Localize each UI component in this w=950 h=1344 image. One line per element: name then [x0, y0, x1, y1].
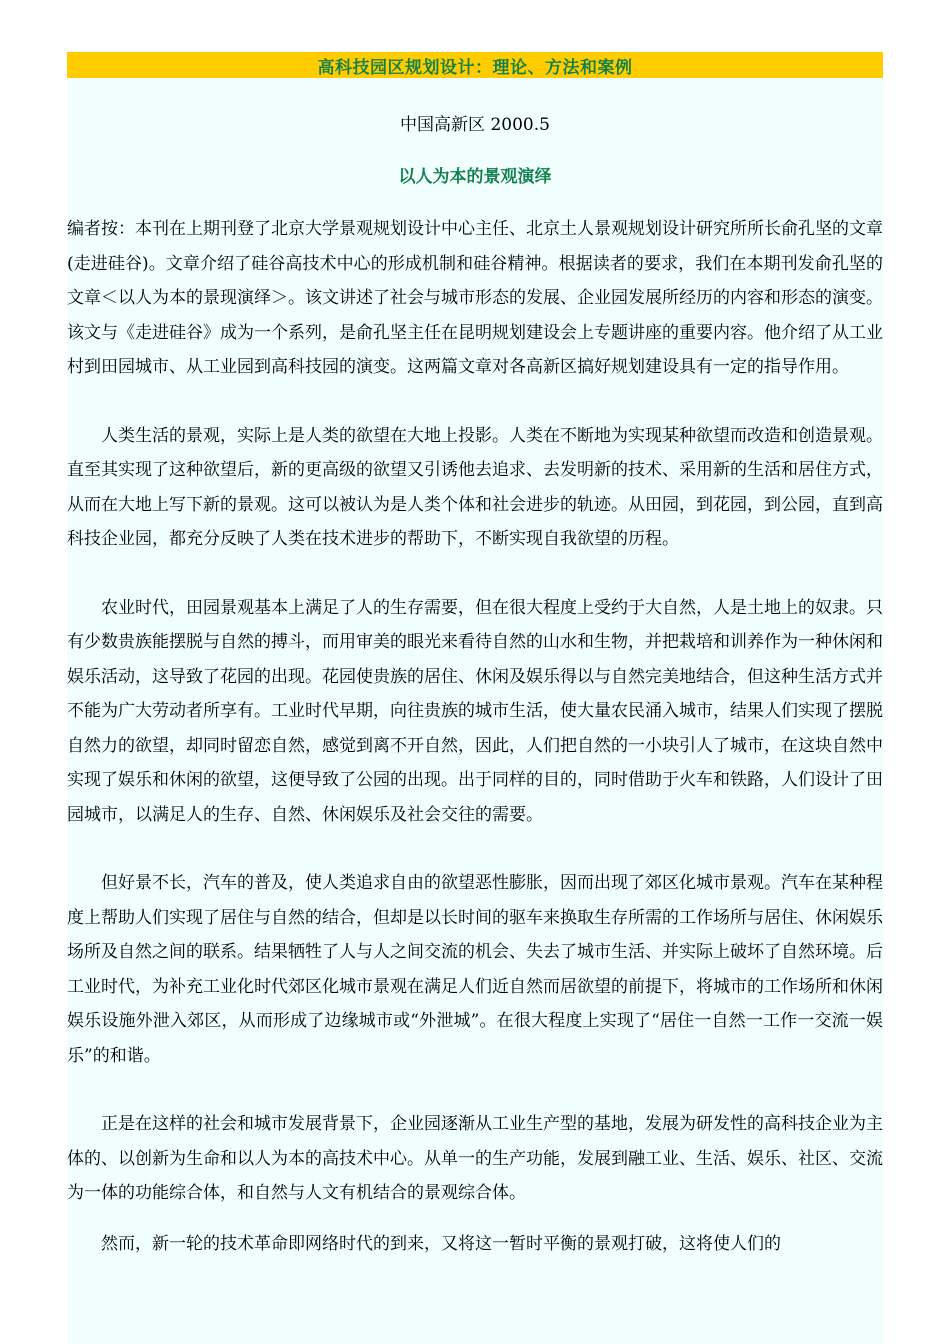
source-line: 中国高新区 2000.5	[400, 115, 550, 135]
body-paragraph: 然而，新一轮的技术革命即网络时代的到来，又将这一暂时平衡的景观打破，这将使人们的	[101, 1233, 781, 1254]
header-title: 高科技园区规划设计：理论、方法和案例	[317, 57, 633, 78]
article-content	[67, 78, 883, 1344]
body-paragraph: 农业时代，田园景观基本上满足了人的生存需要，但在很大程度上受约于大自然，人是土地上的奴隶。只有少数贵族能摆脱与自然的搏斗，而用审美的眼光来看待自然的山水和生物，并把栽培和训养作为一种休闲和娱乐活动，这导致了花园的出现。花园使贵族的居住、休闲及娱乐得以与自然完美地结合，但这种生活方式并不能为广大劳动者所享有。工业时代早期，向往贵族的城市生活，使大量农民涌入城市，结果人们实现了摆脱自然力的欲望，却同时留恋自然，感觉到离不开自然，因此，人们把自然的一小块引人了城市，在这块自然中实现了娱乐和休闲的欲望，这便导致了公园的出现。出于同样的目的，同时借助于火车和铁路，人们设计了田园城市，以满足人的生存、自然、休闲娱乐及社会交往的需要。	[67, 597, 883, 825]
body-paragraph: 人类生活的景观，实际上是人类的欲望在大地上投影。人类在不断地为实现某种欲望而改造和创造景观。直至其实现了这种欲望后，新的更高级的欲望又引诱他去追求、去发明新的技术、采用新的生活和居住方式，从而在大地上写下新的景观。这可以被认为是人类个体和社会进步的轨迹。从田园，到花园，到公园，直到高科技企业园，都充分反映了人类在技术进步的帮助下，不断实现自我欲望的历程。	[67, 425, 883, 549]
body-paragraph: 但好景不长，汽车的普及，使人类追求自由的欲望恶性膨胀，因而出现了郊区化城市景观。汽车在某种程度上帮助人们实现了居住与自然的结合，但却是以长时间的驱车来换取生存所需的工作场所与居住、休闲娱乐场所及自然之间的联系。结果牺牲了人与人之间交流的机会、失去了城市生活、并实际上破坏了自然环境。后工业时代，为补充工业化时代郊区化城市景观在满足人们近自然而居欲望的前提下，将城市的工作场所和休闲娱乐设施外泄入郊区，从而形成了边缘城市或“外泄城”。在很大程度上实现了“居住一自然一工作一交流一娱乐”的和谐。	[67, 873, 883, 1066]
header-bar	[67, 52, 883, 78]
body-paragraph: 正是在这样的社会和城市发展背景下，企业园逐渐从工业生产型的基地，发展为研发性的高科技企业为主体的、以创新为生命和以人为本的高技术中心。从单一的生产功能，发展到融工业、生活、娱乐、社区、交流为一体的功能综合体，和自然与人文有机结合的景观综合体。	[67, 1114, 883, 1203]
article-body	[67, 212, 883, 1295]
editor-note-paragraph: 编者按：本刊在上期刊登了北京大学景观规划设计中心主任、北京土人景观规划设计研究所所长俞孔坚的文章(走进硅谷)。文章介绍了硅谷高技术中心的形成机制和硅谷精神。根据读者的要求，我们在本期刊发俞孔坚的文章＜以人为本的景现演绎＞。该文讲述了社会与城市形态的发展、企业园发展所经历的内容和形态的演变。该文与《走进硅谷》成为一个系列，是俞孔坚主任在昆明规划建设会上专题讲座的重要内容。他介绍了从工业村到田园城市、从工业园到高科技园的演变。这两篇文章对各高新区搞好规划建设具有一定的指导作用。	[67, 219, 883, 377]
article-title: 以人为本的景观演绎	[398, 167, 552, 187]
